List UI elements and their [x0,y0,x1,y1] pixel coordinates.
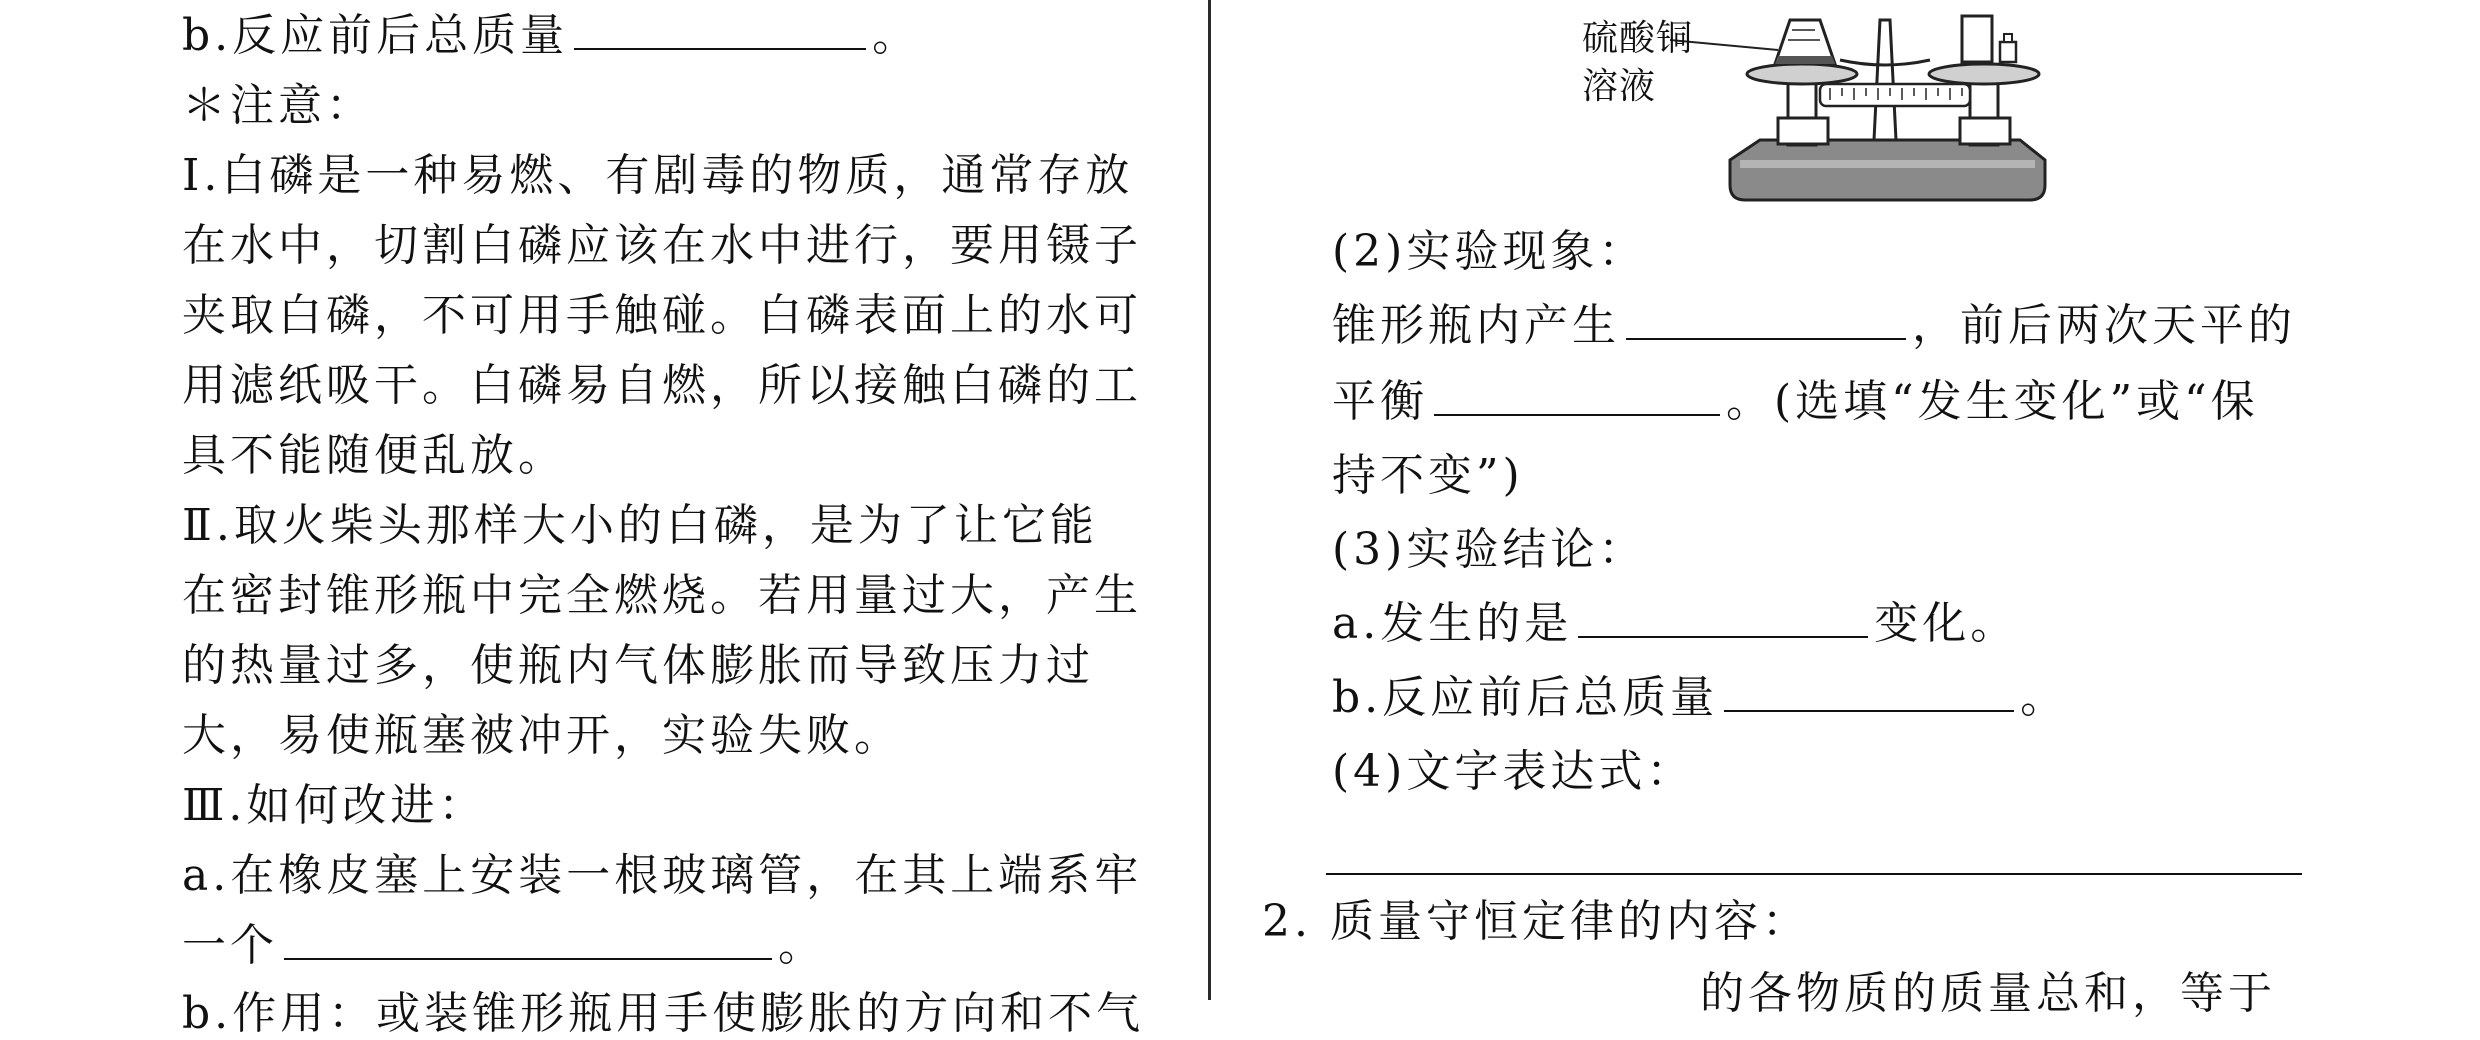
left-line-10: 的热量过多，使瓶内气体膨胀而导致压力过 [182,640,1094,691]
left-line-4: 在水中，切割白磷应该在水中进行，要用镊子 [182,220,1142,271]
left-line-5: 夹取白磷，不可用手触碰。白磷表面上的水可 [182,290,1142,341]
left-line-3: Ⅰ.白磷是一种易燃、有剧毒的物质，通常存放 [182,150,1134,201]
left-line-cut: b.作用：或装锥形瓶用手使膨胀的方向和不气 [182,988,1145,1039]
question-2: 2. 质量守恒定律的内容： [1262,896,1810,947]
blank-balance [1434,404,1720,416]
expression-answer-line [1326,873,2302,875]
balance-apparatus-figure [1670,0,2090,205]
left-line-8: Ⅱ.取火柴头那样大小的白磷，是为了让它能 [182,500,1098,551]
question-2-next-line: 的各物质的质量总和，等于 [1700,968,2276,1019]
observation-line-c: 持不变”) [1332,450,1524,501]
left-line-7: 具不能随便乱放。 [182,430,566,481]
note-heading: ＊注意： [182,80,374,131]
blank-balloon [284,948,772,960]
left-line-9: 在密封锥形瓶中完全燃烧。若用量过大，产生 [182,570,1142,621]
left-line-13: a.在橡皮塞上安装一根玻璃管，在其上端系牢 [182,850,1143,901]
left-line-1: b.反应前后总质量 。 [182,10,921,61]
figure-caption-line1: 硫酸铜 [1582,18,1694,59]
left-line-14: 一个 。 [182,920,826,971]
blank-produce [1626,328,1906,340]
figure-caption-line2: 溶液 [1582,66,1657,107]
improve-heading: Ⅲ.如何改进： [182,780,487,831]
conclusion-line-b: b.反应前后总质量 。 [1332,672,2069,723]
observation-heading: (2)实验现象： [1332,226,1647,277]
conclusion-heading: (3)实验结论： [1332,524,1647,575]
column-divider [1208,0,1211,1000]
expression-heading: (4)文字表达式： [1332,746,1695,797]
observation-line-b: 平衡 。(选填“发生变化”或“保 [1332,376,2259,427]
conclusion-line-a: a.发生的是 变化。 [1332,598,2019,649]
observation-line-a: 锥形瓶内产生 ，前后两次天平的 [1332,300,2296,351]
blank-change-type [1578,626,1868,638]
left-line-11: 大，易使瓶塞被冲开，实验失败。 [182,710,902,761]
blank-total-mass [574,38,866,50]
left-line-6: 用滤纸吸干。白磷易自燃，所以接触白磷的工 [182,360,1142,411]
blank-total-mass-right [1724,700,2014,712]
